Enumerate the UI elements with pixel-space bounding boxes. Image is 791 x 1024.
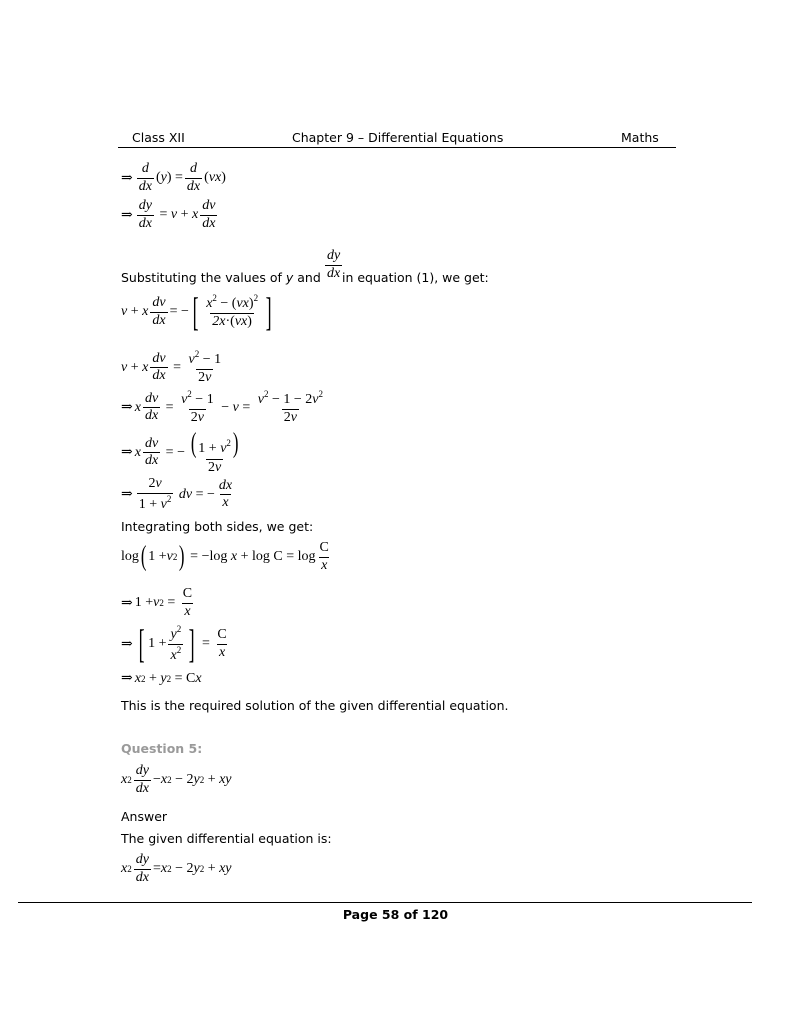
header-class: Class XII (132, 130, 185, 145)
question-equation: x 2 $\frac{dy}{dx}$ − x 2 − 2 y 2 + xy (121, 763, 232, 796)
question-heading: Question 5: (121, 741, 203, 756)
footer-rule (18, 902, 752, 903)
equation-separated-variables: ⇒ $\frac{2v}{1 + v^2}$ dv = − $\frac{dx}{x}$ (121, 476, 233, 512)
substituting-text-end: in equation (1), we get: (342, 270, 489, 285)
equation-negative-one-plus-v2: ⇒ x $\frac{dv}{dx}$ = − $\frac{( 1 + v^2)}{2v}$ (121, 428, 239, 475)
dy-dx-inline-fraction: $\frac{dy}{dx}$ (327, 248, 341, 281)
equation-substituted-bracket: v + x $\frac{dv}{dx}$ = − [ $\frac{x^2 - (vx)^2}{2x\cdot(vx)}$ ] (121, 289, 272, 334)
given-equation: x 2 $\frac{dy}{dx}$ = x 2 − 2 y 2 + xy (121, 852, 232, 885)
header-chapter: Chapter 9 – Differential Equations (292, 130, 504, 145)
given-equation-text: The given differential equation is: (121, 831, 332, 846)
equation-v-squared-minus-one: v + x $\frac{dv}{dx}$ = $\frac{v^2 - 1}{2v}$ (121, 349, 222, 385)
equation-substitute-back: ⇒ [ 1 + $\frac{y^2}{x^2}$ ] = $\frac{C}{x}$ (121, 621, 227, 666)
header-rule (118, 147, 676, 148)
equation-one-plus-v2-c-over-x: ⇒ 1 + v 2 = $\frac{C}{x}$ (121, 586, 193, 619)
equation-final-solution: ⇒ x 2 + y 2 = C x (121, 670, 202, 686)
equation-log-integration: log ( 1 + v 2 ) = −log x + log C = log $\frac{C}{x}$ (121, 540, 329, 573)
equation-derivative-y-vx: ⇒ $\frac{d}{dx}$ ( y ) = $\frac{d}{dx}$ ( vx ) (121, 161, 226, 194)
required-solution-text: This is the required solution of the given differential equation. (121, 698, 509, 713)
equation-x-dv-dx: ⇒ x $\frac{dv}{dx}$ = $\frac{v^2 - 1}{2v}$ − v = $\frac{v^2 - 1 - 2v^2}{2v}$ (121, 389, 323, 425)
integrating-text: Integrating both sides, we get: (121, 519, 314, 534)
header-subject: Maths (621, 130, 659, 145)
page-number: Page 58 of 120 (342, 907, 449, 922)
substituting-text: Substituting the values of y and (121, 270, 321, 285)
answer-label: Answer (121, 809, 168, 824)
equation-dy-dx-expansion: ⇒ $\frac{dy}{dx}$ = v + x $\frac{dv}{dx}$ (121, 198, 216, 231)
